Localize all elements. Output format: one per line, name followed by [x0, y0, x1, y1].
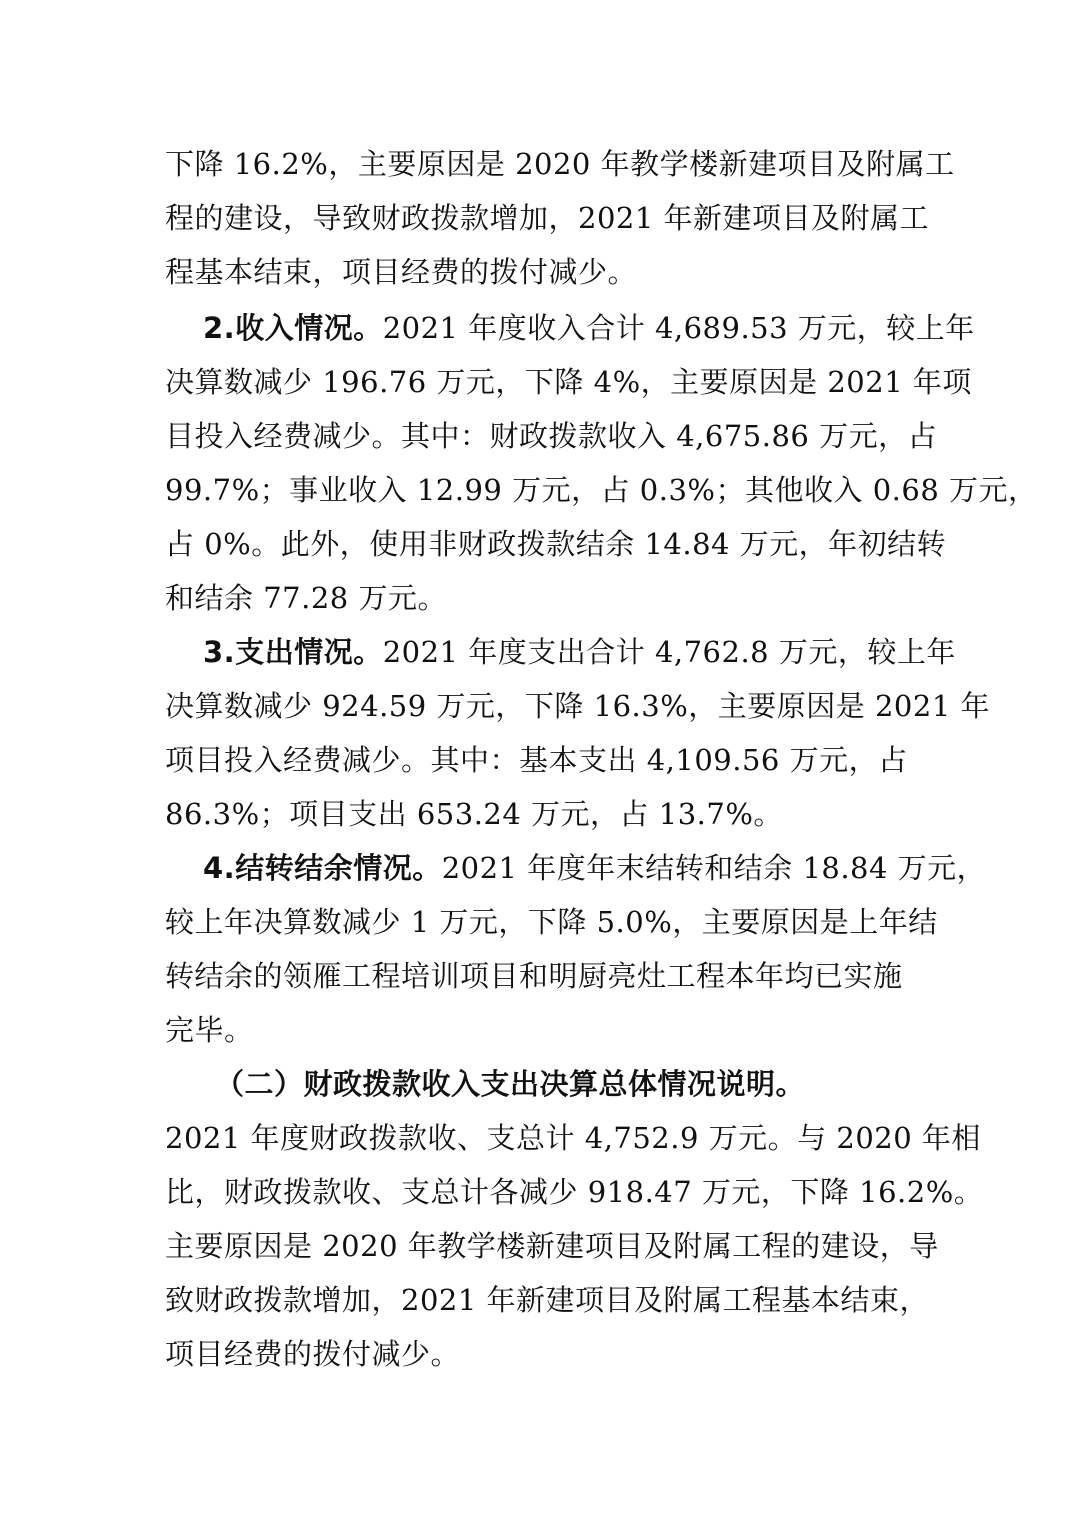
- text-span: 2021 年度收入合计 4,689.53 万元，较上年: [382, 311, 975, 345]
- text-line: 较上年决算数减少 1 万元，下降 5.0%，主要原因是上年结: [165, 905, 938, 939]
- text-line: 完毕。: [165, 1013, 254, 1047]
- text-line: 项目经费的拨付减少。: [165, 1337, 461, 1371]
- section-heading-fiscal-allocation: （二）财政拨款收入支出决算总体情况说明。: [215, 1067, 806, 1101]
- section-title-income: 2.收入情况。: [203, 311, 383, 345]
- text-line: 下降 16.2%，主要原因是 2020 年教学楼新建项目及附属工: [165, 147, 955, 181]
- text-line: [165, 841, 986, 895]
- text-line: 86.3%；项目支出 653.24 万元，占 13.7%。: [165, 797, 783, 831]
- paragraph-income: [165, 301, 1038, 625]
- text-line: 比，财政拨款收、支总计各减少 918.47 万元，下降 16.2%。: [165, 1175, 984, 1209]
- text-line: 占 0%。此外，使用非财政拨款结余 14.84 万元，年初结转: [165, 527, 947, 561]
- text-line: 程基本结束，项目经费的拨付减少。: [165, 255, 638, 289]
- text-line: 程的建设，导致财政拨款增加，2021 年新建项目及附属工: [165, 201, 930, 235]
- text-line: 主要原因是 2020 年教学楼新建项目及附属工程的建设，导: [165, 1229, 939, 1263]
- paragraph-budget-summary: [165, 137, 955, 299]
- text-span: 2021 年度年末结转和结余 18.84 万元，: [441, 851, 987, 885]
- paragraph-fiscal-allocation: [165, 1057, 983, 1381]
- text-line: 项目投入经费减少。其中：基本支出 4,109.56 万元，占: [165, 743, 908, 777]
- text-line: [165, 301, 1038, 355]
- section-title-expenditure: 3.支出情况。: [203, 635, 383, 669]
- text-line: 和结余 77.28 万元。: [165, 581, 447, 615]
- text-line: 2021 年度财政拨款收、支总计 4,752.9 万元。与 2020 年相: [165, 1121, 981, 1155]
- text-span: 2021 年度支出合计 4,762.8 万元，较上年: [382, 635, 956, 669]
- text-line: 致财政拨款增加，2021 年新建项目及附属工程基本结束，: [165, 1283, 930, 1317]
- text-line: 99.7%；事业收入 12.99 万元，占 0.3%；其他收入 0.68 万元，: [165, 473, 1038, 507]
- paragraph-carryover: [165, 841, 986, 1057]
- text-line: 转结余的领雁工程培训项目和明厨亮灶工程本年均已实施: [165, 959, 903, 993]
- text-line: [165, 625, 990, 679]
- text-line: 目投入经费减少。其中：财政拨款收入 4,675.86 万元，占: [165, 419, 938, 453]
- paragraph-expenditure: [165, 625, 990, 841]
- section-title-carryover: 4.结转结余情况。: [203, 851, 442, 885]
- text-line: 决算数减少 924.59 万元，下降 16.3%，主要原因是 2021 年: [165, 689, 990, 723]
- text-line: 决算数减少 196.76 万元，下降 4%，主要原因是 2021 年项: [165, 365, 972, 399]
